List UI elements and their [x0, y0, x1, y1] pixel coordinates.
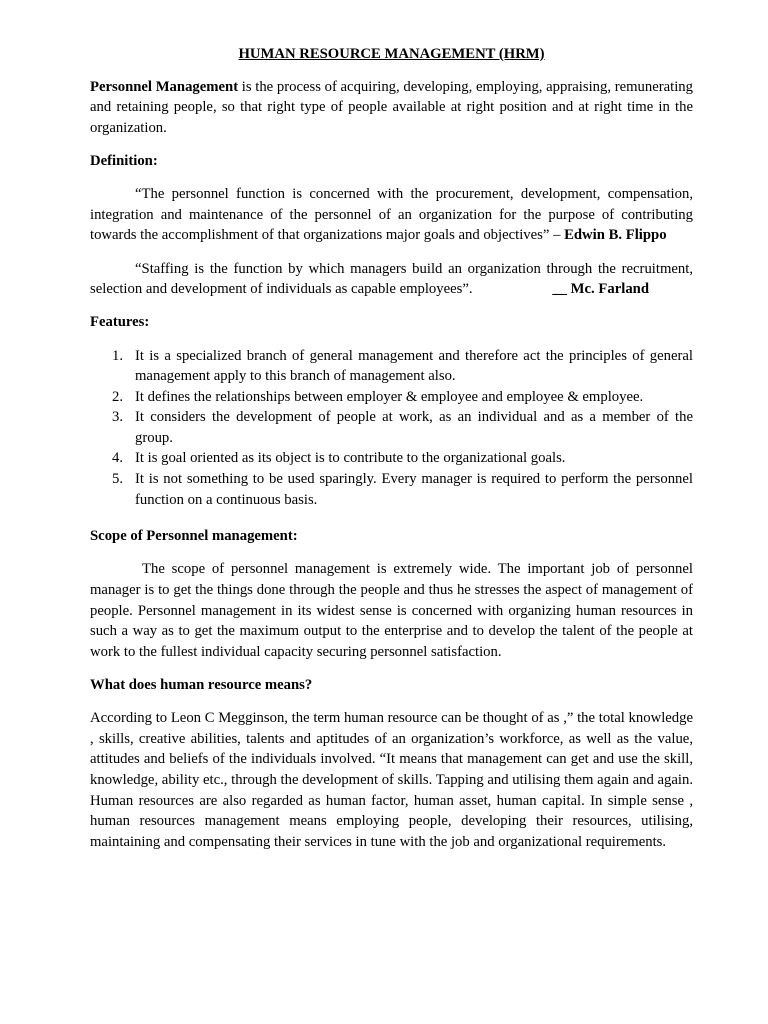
definition-quote-farland	[90, 259, 693, 300]
quote-farland-text: “Staffing is the function by which managers build an organization through the recruitment, selection and development of individuals as capable employees”.	[90, 260, 693, 298]
hr-meaning-heading: What does human resource means?	[90, 677, 313, 693]
list-item	[90, 407, 693, 448]
list-item-number: 3.	[112, 409, 124, 426]
definition-quote-flippo	[90, 184, 693, 246]
list-item-text: It is not something to be used sparingly. Every manager is required to perform the personnel function on a continuous basis.	[135, 471, 693, 508]
scope-heading: Scope of Personnel management:	[90, 528, 298, 545]
list-item	[90, 448, 693, 469]
list-item	[90, 346, 693, 387]
quote-flippo-text: “The personnel function is concerned with the procurement, development, compensation, integration and maintenance of the personnel of an organization for the purpose of contributing towards the accomplishment of that organizations major goals and objectives” –	[90, 186, 693, 244]
intro-paragraph	[90, 77, 693, 139]
intro-term: Personnel Management	[90, 78, 239, 95]
quote-farland-author: __ Mc. Farland	[552, 281, 649, 298]
list-item-text: It is goal oriented as its object is to contribute to the organizational goals.	[135, 450, 566, 467]
list-item-number: 4.	[112, 450, 124, 467]
hr-meaning-paragraph: According to Leon C Megginson, the term human resource can be thought of as ,” the total knowledge , skills, creative abilities, talents and aptitudes of an organization’s workforce, as well as the value, attitudes and beliefs of the individuals involved. “It means that management can get and use the skill, knowledge, ability etc., through the development of skills. Tapping and utilising them again and again. Human resources are also regarded as human factor, human asset, human capital. In simple sense , human resources management means employing people, developing their resources, utilising, maintaining and compensating their services in tune with the job and organizational requirements.	[90, 710, 693, 850]
quote-flippo-author: Edwin B. Flippo	[564, 227, 667, 244]
list-item-number: 1.	[112, 347, 124, 364]
list-item-number: 5.	[112, 471, 124, 488]
intro-text: is the process of acquiring, developing, employing, appraising, remunerating and retaining people, so that right type of people available at right position and at right time in the organization.	[90, 78, 693, 136]
features-heading: Features:	[90, 314, 150, 331]
list-item	[90, 469, 693, 510]
document-title: HUMAN RESOURCE MANAGEMENT (HRM)	[238, 46, 545, 62]
list-item-text: It defines the relationships between employer & employee and employee & employee.	[135, 388, 644, 405]
list-item-text: It is a specialized branch of general management and therefore act the principles of general management apply to this branch of management also.	[135, 347, 693, 385]
features-list	[90, 346, 693, 511]
scope-paragraph: The scope of personnel management is extremely wide. The important job of personnel manager is to get the things done through the people and thus he stresses the aspect of management of people. Personnel management in its widest sense is concerned with organizing human resources in such a way as to get the maximum output to the enterprise and to develop the talent of the people at work to the fullest individual capacity securing personnel satisfaction.	[90, 561, 693, 660]
list-item	[90, 387, 693, 408]
document-page	[90, 44, 693, 865]
definition-heading: Definition:	[90, 152, 158, 169]
list-item-number: 2.	[112, 388, 124, 405]
list-item-text: It considers the development of people at work, as an individual and as a member of the group.	[135, 409, 693, 446]
